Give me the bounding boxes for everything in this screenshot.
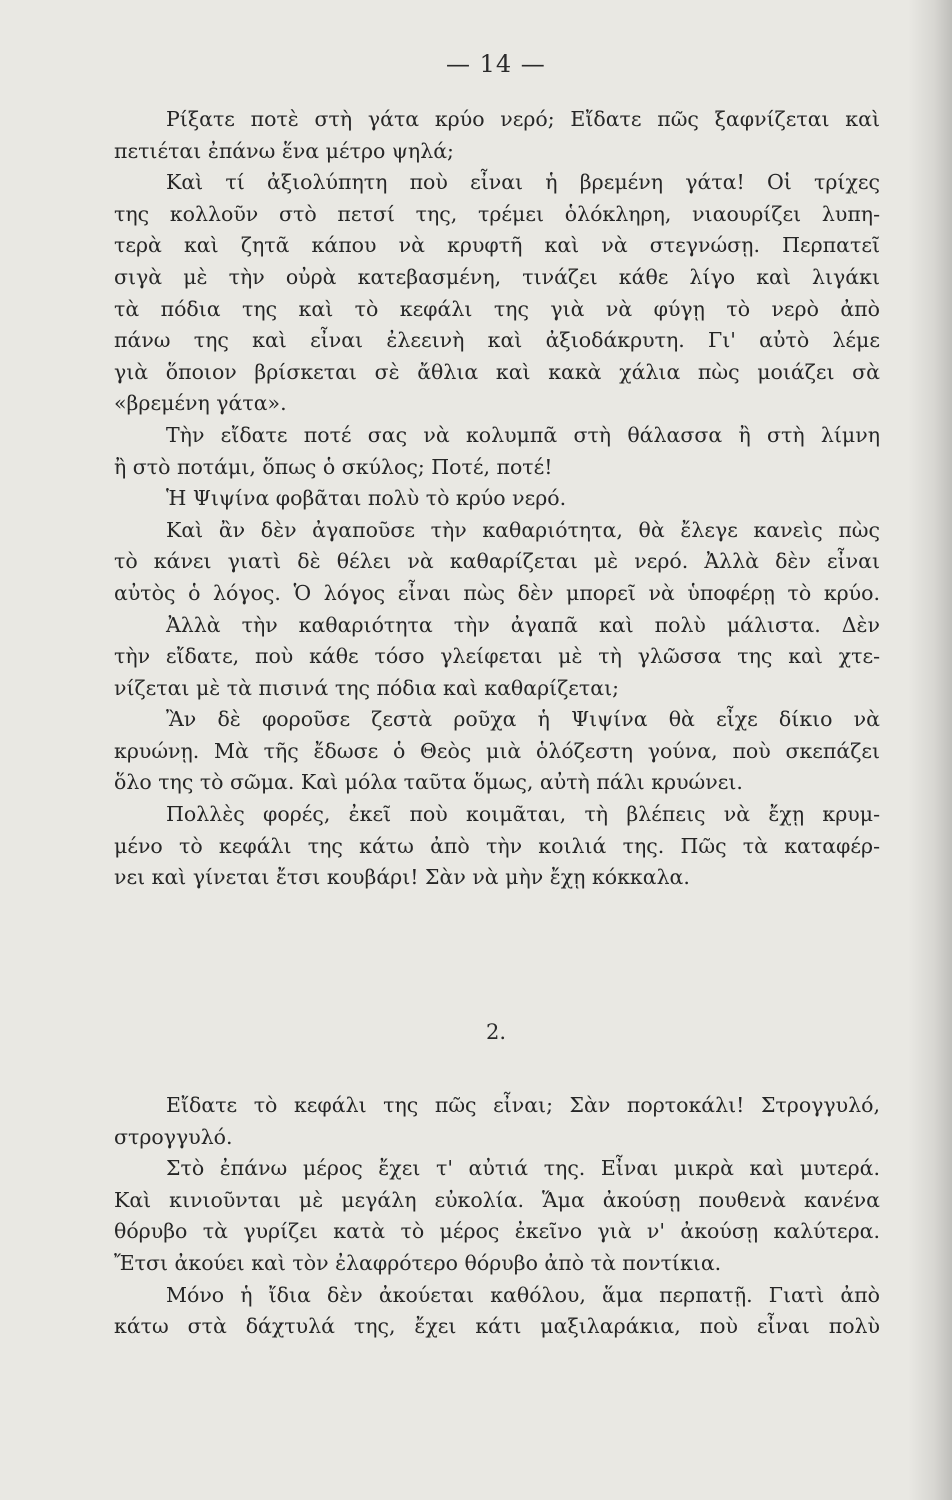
text-line: Τὴν εἴδατε ποτέ σας νὰ κολυμπᾶ στὴ θάλασσα ἢ στὴ λίμνη [166,422,880,447]
text-line: πάνω της καὶ εἶναι ἐλεεινὴ καὶ ἀξιοδάκρυτη. Γι' αὐτὸ λέμε [114,328,880,353]
text-line: Καὶ ἂν δὲν ἀγαποῦσε τὴν καθαριότητα, θὰ ἔλεγε κανεὶς πὼς [166,517,880,542]
section-2-text [114,1090,880,1343]
text-line: νει καὶ γίνεται ἔτσι κουβάρι! Σὰν νὰ μὴν ἔχῃ κόκκαλα. [114,865,690,890]
text-line: Ἂν δὲ φοροῦσε ζεστὰ ροῦχα ἡ Ψιψίνα θὰ εἶχε δίκιο νὰ [166,707,880,732]
text-line: Μόνο ἡ ἴδια δὲν ἀκούεται καθόλου, ἅμα περπατῇ. Γιατὶ ἀπὸ [166,1282,880,1307]
text-line: τὰ πόδια της καὶ τὸ κεφάλι της γιὰ νὰ φύγῃ τὸ νερὸ ἀπὸ [114,296,880,321]
text-line: ὅλο της τὸ σῶμα. Καὶ μόλα ταῦτα ὅμως, αὐτὴ πάλι κρυώνει. [114,770,743,795]
section-1-text [114,104,880,894]
text-line: Πολλὲς φορές, ἐκεῖ ποὺ κοιμᾶται, τὴ βλέπεις νὰ ἔχῃ κρυμ- [166,802,880,827]
text-line: τὸ κάνει γιατὶ δὲ θέλει νὰ καθαρίζεται μὲ νερό. Ἀλλὰ δὲν εἶναι [114,549,880,574]
text-line: σιγὰ μὲ τὴν οὐρὰ κατεβασμένη, τινάζει κάθε λίγο καὶ λιγάκι [114,264,880,289]
text-line: τερὰ καὶ ζητᾶ κάπου νὰ κρυφτῆ καὶ νὰ στεγνώσῃ. Περπατεῖ [114,233,880,258]
text-line: κάτω στὰ δάχτυλά της, ἔχει κάτι μαξιλαράκια, ποὺ εἶναι πολὺ [114,1314,880,1339]
text-line: Ἡ Ψιψίνα φοβᾶται πολὺ τὸ κρύο νερό. [166,486,567,511]
text-line: γιὰ ὅποιον βρίσκεται σὲ ἄθλια καὶ κακὰ χάλια πὼς μοιάζει σὰ [114,359,880,384]
page-number: — 14 — [446,50,546,78]
section-number: 2. [486,1020,507,1044]
text-line: Ἔτσι ἀκούει καὶ τὸν ἐλαφρότερο θόρυβο ἀπὸ τὰ ποντίκια. [114,1250,722,1275]
text-line: Καὶ τί ἀξιολύπητη ποὺ εἶναι ἡ βρεμένη γάτα! Οἱ τρίχες [166,170,880,195]
text-line: Καὶ κινιοῦνται μὲ μεγάλη εὐκολία. Ἅμα ἀκούσῃ πουθενὰ κανένα [114,1187,880,1212]
page-edge-shadow [908,0,952,1500]
text-line: Στὸ ἐπάνω μέρος ἔχει τ' αὐτιά της. Εἶναι μικρὰ καὶ μυτερά. [166,1156,880,1181]
text-line: αὐτὸς ὁ λόγος. Ὁ λόγος εἶναι πὼς δὲν μπορεῖ νὰ ὑποφέρῃ τὸ κρύο. [114,580,880,605]
text-line: της κολλοῦν στὸ πετσί της, τρέμει ὁλόκληρη, νιαουρίζει λυπη- [114,201,880,226]
text-line: «βρεμένη γάτα». [114,391,287,416]
text-line: Εἴδατε τὸ κεφάλι της πῶς εἶναι; Σὰν πορτοκάλι! Στρογγυλό, [166,1093,880,1117]
text-line: πετιέται ἐπάνω ἕνα μέτρο ψηλά; [114,138,454,163]
text-line: Ρίξατε ποτὲ στὴ γάτα κρύο νερό; Εἴδατε πῶς ξαφνίζεται καὶ [166,107,880,131]
text-line: θόρυβο τὰ γυρίζει κατὰ τὸ μέρος ἐκεῖνο γιὰ ν' ἀκούσῃ καλύτερα. [114,1219,880,1244]
text-line: Ἀλλὰ τὴν καθαριότητα τὴν ἀγαπᾶ καὶ πολὺ μάλιστα. Δὲν [166,612,880,637]
text-line: νίζεται μὲ τὰ πισινά της πόδια καὶ καθαρίζεται; [114,675,620,700]
text-line: μένο τὸ κεφάλι της κάτω ἀπὸ τὴν κοιλιά της. Πῶς τὰ καταφέρ- [114,833,880,858]
text-line: ἢ στὸ ποτάμι, ὅπως ὁ σκύλος; Ποτέ, ποτέ! [114,454,553,479]
text-line: στρογγυλό. [114,1124,233,1149]
text-line: τὴν εἴδατε, ποὺ κάθε τόσο γλείφεται μὲ τὴ γλῶσσα της καὶ χτε- [114,644,880,669]
text-line: κρυώνῃ. Μὰ τῆς ἔδωσε ὁ Θεὸς μιὰ ὁλόζεστη γούνα, ποὺ σκεπάζει [114,738,880,763]
